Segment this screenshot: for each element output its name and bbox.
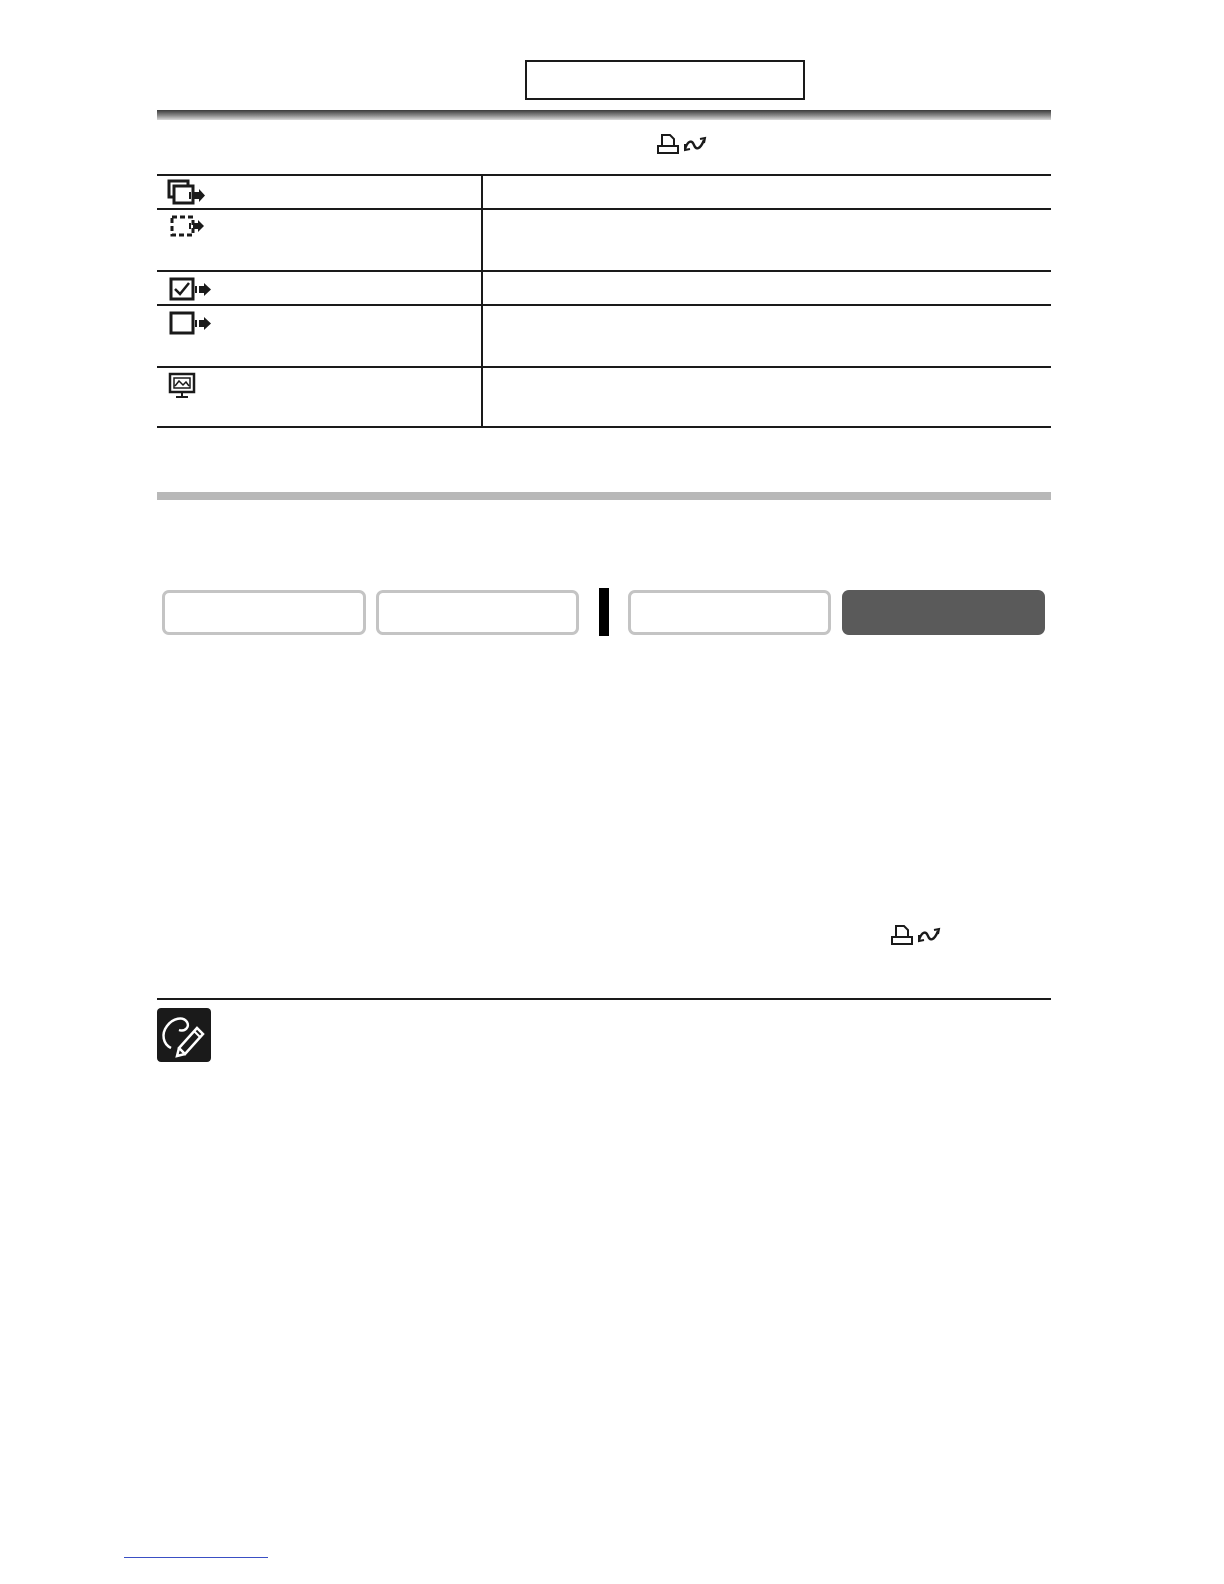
table-cell-mode bbox=[157, 210, 483, 270]
intro-button-icons bbox=[657, 133, 707, 155]
table-row bbox=[157, 366, 1051, 426]
top-section-rule bbox=[157, 110, 1051, 120]
new-images-transfer-icon bbox=[167, 213, 207, 246]
printer-icon bbox=[891, 924, 913, 946]
table-row bbox=[157, 270, 1051, 304]
footer-link[interactable] bbox=[124, 1557, 268, 1558]
printer-icon bbox=[657, 133, 679, 155]
page-header-box bbox=[525, 60, 805, 100]
tab-2[interactable] bbox=[376, 590, 579, 635]
tab-group-divider bbox=[599, 588, 609, 636]
table-cell-description bbox=[483, 272, 1051, 304]
select-transfer-icon bbox=[167, 309, 213, 342]
table-row bbox=[157, 304, 1051, 366]
note-rule bbox=[157, 998, 1051, 1000]
direct-transfer-icon bbox=[683, 134, 707, 154]
wallpaper-icon bbox=[167, 371, 197, 404]
transfer-mode-table bbox=[157, 174, 1051, 426]
table-cell-mode bbox=[157, 272, 483, 304]
table-cell-mode bbox=[157, 176, 483, 208]
tab-1[interactable] bbox=[162, 590, 366, 635]
tab-3[interactable] bbox=[628, 590, 831, 635]
direct-transfer-icon bbox=[917, 925, 941, 945]
section-divider bbox=[157, 492, 1051, 500]
note-pencil-icon bbox=[157, 1008, 211, 1062]
tab-4-active[interactable] bbox=[842, 590, 1045, 635]
table-cell-mode bbox=[157, 306, 483, 366]
table-cell-description bbox=[483, 368, 1051, 426]
table-row bbox=[157, 174, 1051, 208]
table-bottom-rule bbox=[157, 426, 1051, 428]
table-cell-description bbox=[483, 176, 1051, 208]
table-row bbox=[157, 208, 1051, 270]
table-cell-description bbox=[483, 306, 1051, 366]
table-cell-mode bbox=[157, 368, 483, 426]
body-button-icons bbox=[891, 924, 941, 946]
table-cell-description bbox=[483, 210, 1051, 270]
